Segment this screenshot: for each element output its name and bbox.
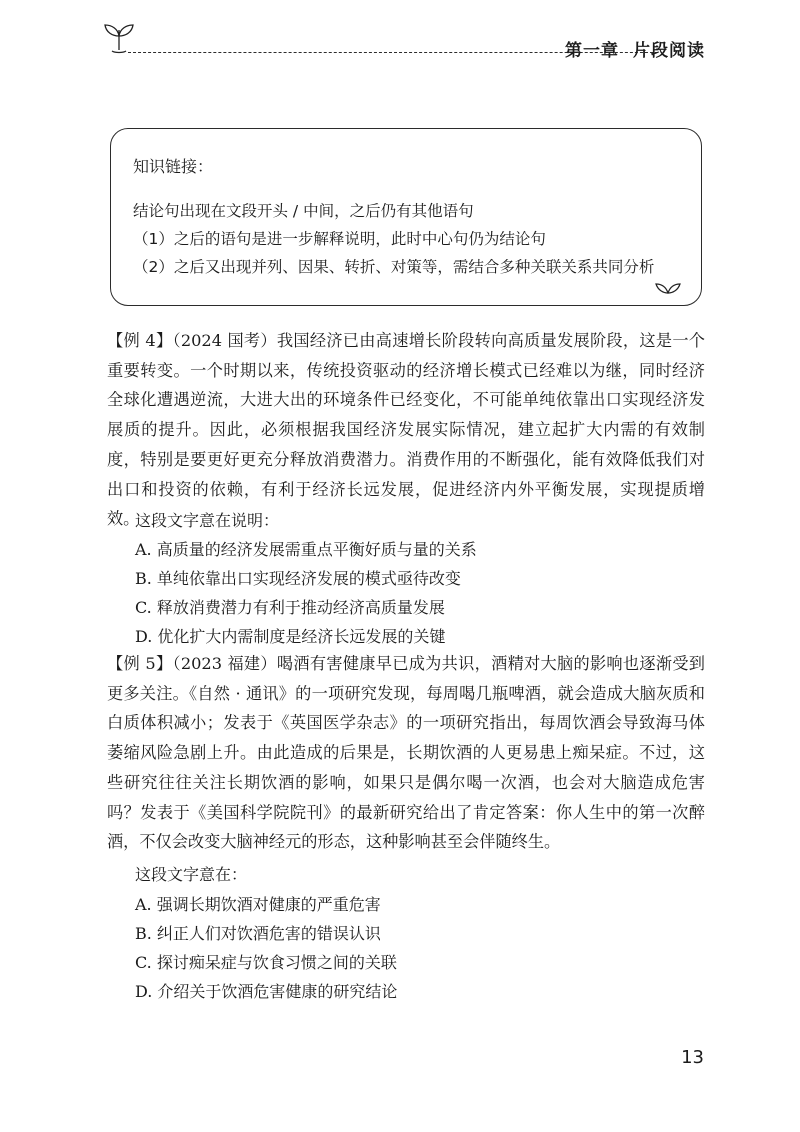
chapter-heading: [565, 36, 705, 61]
example-4-passage: 【例 4】（2024 国考）我国经济已由高速增长阶段转向高质量发展阶段，这是一个重要转变。一个时期以来，传统投资驱动的经济增长模式已经难以为继，同时经济全球化遭遇逆流，大进大出的环境条件已经变化，不可能单纯依靠出口实现经济发展质的提升。因此，必须根据我国经济发展实际情况，建立起扩大内需的有效制度，特别是要更好更充分释放消费潜力。消费作用的不断强化，能有效降低我们对出口和投资的依赖，有利于经济长远发展，促进经济内外平衡发展，实现提质增效。: [107, 331, 705, 529]
knowledge-line: （2）之后又出现并列、因果、转折、对策等，需结合多种关联关系共同分析: [133, 258, 655, 276]
sprout-icon: [100, 20, 138, 54]
leaf-ornament-icon: [653, 281, 683, 297]
knowledge-line: （1）之后的语句是进一步解释说明，此时中心句仍为结论句: [133, 230, 546, 248]
example-4-option-d: D. 优化扩大内需制度是经济长远发展的关键: [135, 627, 446, 646]
example-4-option-a: A. 高质量的经济发展需重点平衡好质与量的关系: [135, 540, 477, 559]
example-4-option-b: B. 单纯依靠出口实现经济发展的模式亟待改变: [135, 569, 461, 588]
knowledge-line: 结论句出现在文段开头 / 中间，之后仍有其他语句: [133, 202, 474, 220]
knowledge-box: [110, 128, 702, 306]
example-4-prompt: 这段文字意在说明：: [135, 511, 280, 530]
example-5-option-d: D. 介绍关于饮酒危害健康的研究结论: [135, 982, 398, 1001]
chapter-number: 第一章: [565, 41, 619, 61]
example-5-option-a: A. 强调长期饮酒对健康的严重危害: [135, 895, 381, 914]
section-title: 片段阅读: [633, 41, 705, 61]
knowledge-box-title: 知识链接：: [133, 157, 214, 176]
example-5-option-b: B. 纠正人们对饮酒危害的错误认识: [135, 924, 381, 943]
example-5-prompt: 这段文字意在：: [135, 865, 248, 884]
page-header: [100, 20, 705, 70]
page-number: 13: [681, 1047, 704, 1068]
example-5-passage: 【例 5】（2023 福建）喝酒有害健康早已成为共识，酒精对大脑的影响也逐渐受到更多关注。《自然 · 通讯》的一项研究发现，每周喝几瓶啤酒，就会造成大脑灰质和白质体积减小；发表于《英国医学杂志》的一项研究指出，每周饮酒会导致海马体萎缩风险急剧上升。由此造成的后果是，长期饮酒的人更易患上痴呆症。不过，这些研究往往关注长期饮酒的影响，如果只是偶尔喝一次酒，也会对大脑造成危害吗？发表于《美国科学院院刊》的最新研究给出了肯定答案：你人生中的第一次醉酒，不仅会改变大脑神经元的形态，这种影响甚至会伴随终生。: [107, 654, 705, 852]
example-5-option-c: C. 探讨痴呆症与饮食习惯之间的关联: [135, 953, 397, 972]
example-4-option-c: C. 释放消费潜力有利于推动经济高质量发展: [135, 598, 445, 617]
